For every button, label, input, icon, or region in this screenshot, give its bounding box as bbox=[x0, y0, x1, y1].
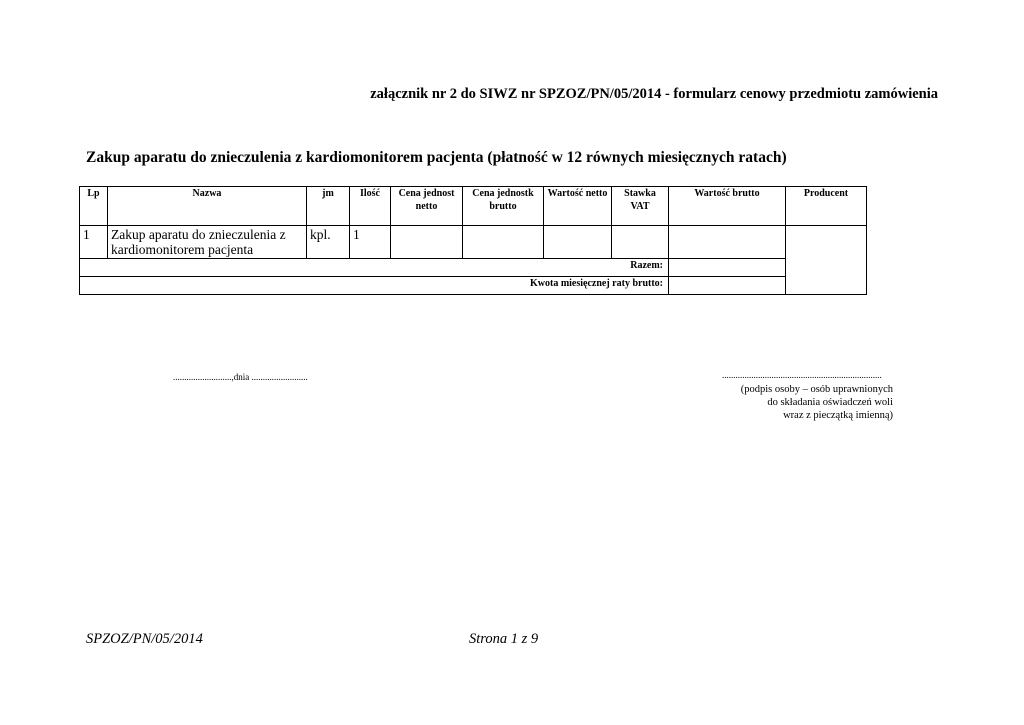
table-header-row bbox=[80, 187, 867, 226]
cell-lp: 1 bbox=[80, 226, 108, 259]
footer-page-number: Strona 1 z 9 bbox=[469, 631, 539, 647]
monthly-installment-value bbox=[669, 277, 786, 295]
total-label: Razem: bbox=[80, 259, 669, 277]
monthly-row bbox=[80, 277, 867, 295]
signature-caption-line: wraz z pieczątką imienną) bbox=[783, 410, 893, 421]
table-row bbox=[80, 226, 867, 259]
cell-qty: 1 bbox=[350, 226, 391, 259]
signature-line: ....................................................................... bbox=[722, 370, 882, 380]
cell-producer bbox=[786, 226, 867, 295]
signature-caption bbox=[640, 383, 893, 422]
col-unit-gross: Cena jednostk brutto bbox=[463, 187, 544, 226]
col-vat: Stawka VAT bbox=[612, 187, 669, 226]
cell-value-net bbox=[544, 226, 612, 259]
col-unit-net: Cena jednost netto bbox=[391, 187, 463, 226]
date-line: ..........................,dnia ......................... bbox=[173, 372, 308, 382]
col-lp: Lp bbox=[80, 187, 108, 226]
col-value-gross: Wartość brutto bbox=[669, 187, 786, 226]
cell-unit-net bbox=[391, 226, 463, 259]
col-value-net: Wartość netto bbox=[544, 187, 612, 226]
col-name: Nazwa bbox=[108, 187, 307, 226]
col-producer: Producent bbox=[786, 187, 867, 226]
total-row bbox=[80, 259, 867, 277]
col-unit: jm bbox=[307, 187, 350, 226]
cell-name: Zakup aparatu do znieczulenia z kardiomonitorem pacjenta bbox=[108, 226, 307, 259]
price-table bbox=[79, 186, 867, 295]
monthly-installment-label: Kwota miesięcznej raty brutto: bbox=[80, 277, 669, 295]
signature-caption-line: (podpis osoby – osób uprawnionych bbox=[740, 384, 893, 395]
cell-value-gross bbox=[669, 226, 786, 259]
footer-reference: SPZOZ/PN/05/2014 bbox=[86, 631, 203, 647]
col-qty: Ilość bbox=[350, 187, 391, 226]
document-heading: Zakup aparatu do znieczulenia z kardiomonitorem pacjenta (płatność w 12 równych miesięcznych ratach) bbox=[86, 149, 787, 166]
cell-vat bbox=[612, 226, 669, 259]
annex-title: załącznik nr 2 do SIWZ nr SPZOZ/PN/05/2014 - formularz cenowy przedmiotu zamówienia bbox=[370, 86, 938, 102]
cell-unit: kpl. bbox=[307, 226, 350, 259]
cell-unit-gross bbox=[463, 226, 544, 259]
signature-caption-line: do składania oświadczeń woli bbox=[767, 397, 893, 408]
total-value bbox=[669, 259, 786, 277]
